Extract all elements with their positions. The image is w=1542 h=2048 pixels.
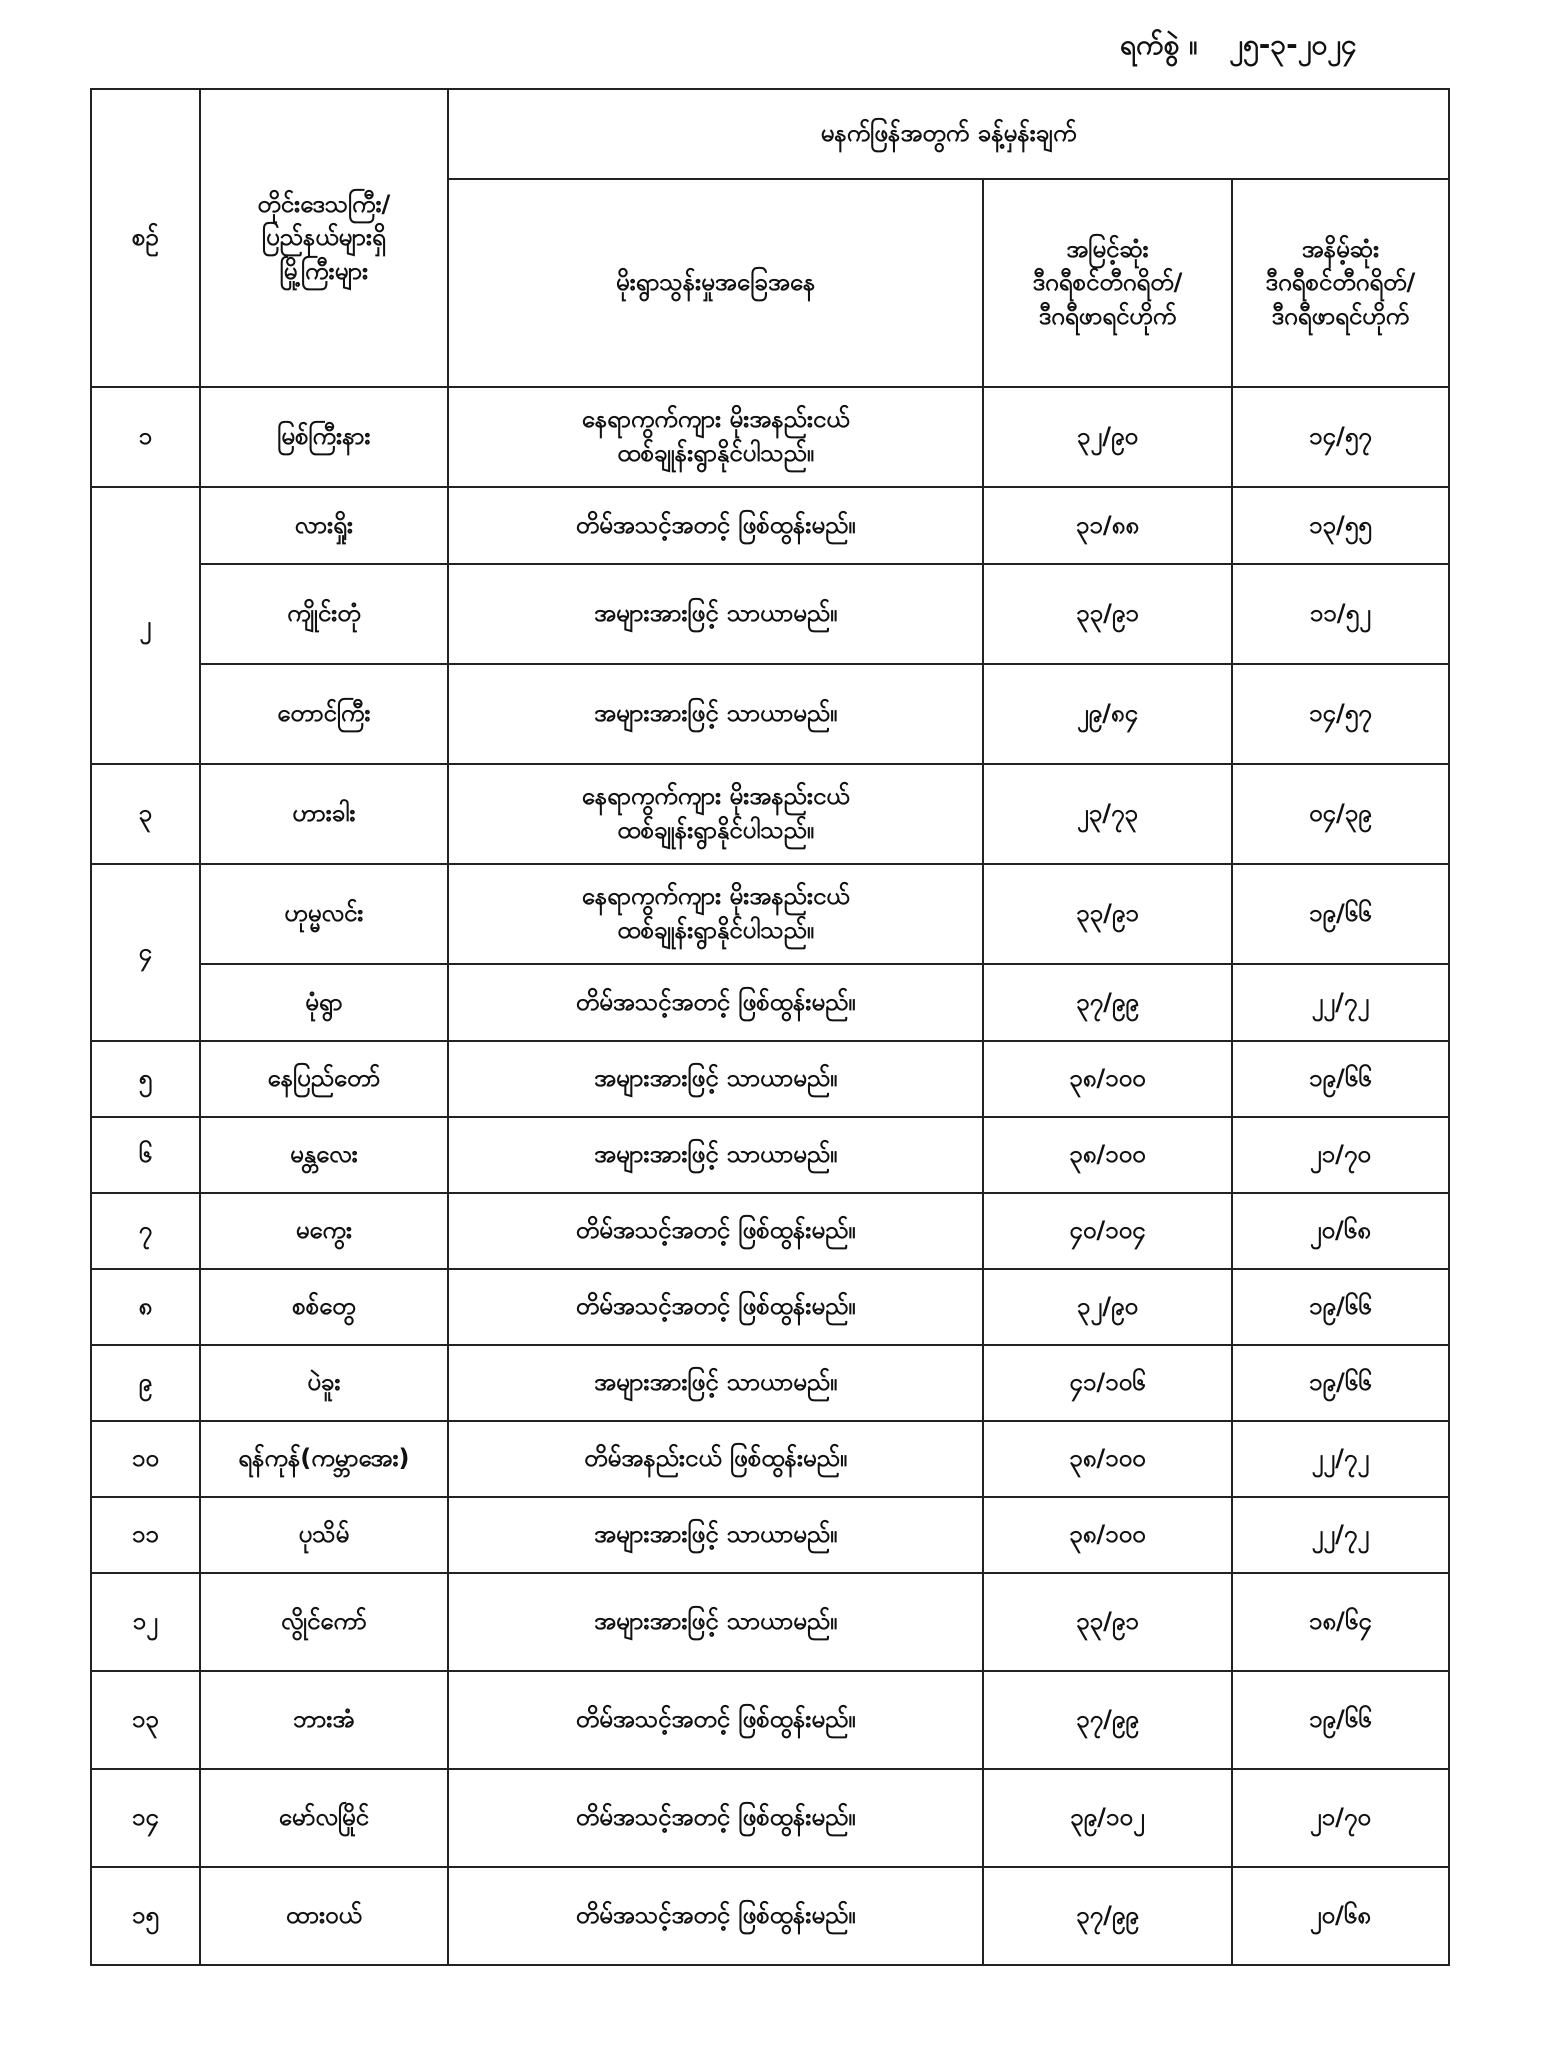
max-temp: ၃၉/၁၀၂ <box>983 1769 1231 1867</box>
rainfall-condition: တိမ်အသင့်အတင့် ဖြစ်ထွန်းမည်။ <box>448 1867 983 1965</box>
city-name: လွိုင်ကော် <box>200 1573 448 1671</box>
condition-line-1: နေရာကွက်ကျား မိုးအနည်းငယ် <box>581 782 850 811</box>
rainfall-condition <box>448 764 983 864</box>
serial-number: ၁၅ <box>91 1867 200 1965</box>
serial-number: ၁၀ <box>91 1421 200 1497</box>
city-name: မကွေး <box>200 1193 448 1269</box>
max-temp: ၃၇/၉၉ <box>983 1867 1231 1965</box>
rainfall-condition: အများအားဖြင့် သာယာမည်။ <box>448 664 983 764</box>
max-temp: ၃၃/၉၁ <box>983 864 1231 964</box>
max-temp: ၃၇/၉၉ <box>983 1671 1231 1769</box>
rainfall-condition: အများအားဖြင့် သာယာမည်။ <box>448 1497 983 1573</box>
table-row <box>91 1867 1449 1965</box>
serial-number: ၁၄ <box>91 1769 200 1867</box>
city-name: မြစ်ကြီးနား <box>200 387 448 487</box>
table-row <box>91 764 1449 864</box>
condition-line-2: ထစ်ချုန်းရွာနိုင်ပါသည်။ <box>617 916 815 944</box>
header-max-line-1: အမြင့်ဆုံး <box>1066 234 1149 263</box>
rainfall-condition: အများအားဖြင့် သာယာမည်။ <box>448 1345 983 1421</box>
header-min-line-3: ဒီဂရီဖာရင်ဟိုက် <box>1271 301 1410 330</box>
table-row <box>91 564 1449 664</box>
date-value: ၂၅-၃-၂၀၂၄ <box>1229 28 1357 61</box>
max-temp: ၃၇/၉၉ <box>983 964 1231 1041</box>
header-min-temp <box>1232 179 1449 387</box>
condition-line-2: ထစ်ချုန်းရွာနိုင်ပါသည်။ <box>617 816 815 844</box>
city-name: ဟားခါး <box>200 764 448 864</box>
min-temp: ၁၄/၅၇ <box>1232 664 1449 764</box>
min-temp: ၁၄/၅၇ <box>1232 387 1449 487</box>
city-name: ပဲခူး <box>200 1345 448 1421</box>
max-temp: ၄၁/၁၀၆ <box>983 1345 1231 1421</box>
city-name: ဘားအံ <box>200 1671 448 1769</box>
city-name: မော်လမြိုင် <box>200 1769 448 1867</box>
table-row <box>91 1117 1449 1193</box>
max-temp: ၃၈/၁၀၀ <box>983 1421 1231 1497</box>
header-city <box>200 89 448 387</box>
header-serial-number: စဉ် <box>91 89 200 387</box>
rainfall-condition <box>448 387 983 487</box>
city-name: တောင်ကြီး <box>200 664 448 764</box>
city-name: စစ်တွေ <box>200 1269 448 1345</box>
max-temp: ၃၃/၉၁ <box>983 564 1231 664</box>
city-name: ပုသိမ် <box>200 1497 448 1573</box>
min-temp: ၁၉/၆၆ <box>1232 1269 1449 1345</box>
max-temp: ၂၃/၇၃ <box>983 764 1231 864</box>
min-temp: ၁၉/၆၆ <box>1232 1671 1449 1769</box>
document-date <box>1120 26 1450 66</box>
header-city-line-1: တိုင်းဒေသကြီး/ <box>257 189 391 218</box>
min-temp: ၁၉/၆၆ <box>1232 864 1449 964</box>
serial-number: ၁၃ <box>91 1671 200 1769</box>
city-name: ရန်ကုန်(ကမ္ဘာအေး) <box>200 1421 448 1497</box>
condition-line-2: ထစ်ချုန်းရွာနိုင်ပါသည်။ <box>617 439 815 467</box>
serial-number: ၇ <box>91 1193 200 1269</box>
max-temp: ၃၂/၉၀ <box>983 387 1231 487</box>
serial-number: ၂ <box>91 487 200 764</box>
serial-number: ၄ <box>91 864 200 1041</box>
min-temp: ၂၀/၆၈ <box>1232 1193 1449 1269</box>
rainfall-condition: တိမ်အသင့်အတင့် ဖြစ်ထွန်းမည်။ <box>448 1769 983 1867</box>
serial-number: ၉ <box>91 1345 200 1421</box>
serial-number: ၈ <box>91 1269 200 1345</box>
min-temp: ၁၁/၅၂ <box>1232 564 1449 664</box>
city-name: နေပြည်တော် <box>200 1041 448 1117</box>
serial-number: ၁၂ <box>91 1573 200 1671</box>
min-temp: ၂၂/၇၂ <box>1232 1497 1449 1573</box>
min-temp: ၁၉/၆၆ <box>1232 1345 1449 1421</box>
table-row <box>91 864 1449 964</box>
max-temp: ၂၉/၈၄ <box>983 664 1231 764</box>
serial-number: ၅ <box>91 1041 200 1117</box>
min-temp: ၂၁/၇၀ <box>1232 1769 1449 1867</box>
table-row <box>91 664 1449 764</box>
rainfall-condition: တိမ်အသင့်အတင့် ဖြစ်ထွန်းမည်။ <box>448 964 983 1041</box>
min-temp: ၁၈/၆၄ <box>1232 1573 1449 1671</box>
rainfall-condition: အများအားဖြင့် သာယာမည်။ <box>448 1041 983 1117</box>
rainfall-condition: တိမ်အသင့်အတင့် ဖြစ်ထွန်းမည်။ <box>448 1671 983 1769</box>
table-row <box>91 1041 1449 1117</box>
header-city-line-2: ပြည်နယ်များရှိ <box>261 223 386 252</box>
table-row <box>91 964 1449 1041</box>
min-temp: ၂၂/၇၂ <box>1232 964 1449 1041</box>
table-row <box>91 1269 1449 1345</box>
min-temp: ၂၂/၇၂ <box>1232 1421 1449 1497</box>
header-forecast-group: မနက်ဖြန်အတွက် ခန့်မှန်းချက် <box>448 89 1449 179</box>
max-temp: ၃၈/၁၀၀ <box>983 1497 1231 1573</box>
max-temp: ၃၂/၉၀ <box>983 1269 1231 1345</box>
header-rainfall-condition: မိုးရွာသွန်းမှုအခြေအနေ <box>448 179 983 387</box>
condition-line-1: နေရာကွက်ကျား မိုးအနည်းငယ် <box>581 405 850 434</box>
rainfall-condition: တိမ်အသင့်အတင့် ဖြစ်ထွန်းမည်။ <box>448 1193 983 1269</box>
serial-number: ၃ <box>91 764 200 864</box>
table-row <box>91 1573 1449 1671</box>
min-temp: ၁၃/၅၅ <box>1232 487 1449 564</box>
max-temp: ၄၀/၁၀၄ <box>983 1193 1231 1269</box>
serial-number: ၁ <box>91 387 200 487</box>
serial-number: ၁၁ <box>91 1497 200 1573</box>
header-city-line-3: မြို့ကြီးများ <box>279 256 369 285</box>
weather-forecast-table <box>90 88 1450 1966</box>
rainfall-condition: အများအားဖြင့် သာယာမည်။ <box>448 564 983 664</box>
max-temp: ၃၁/၈၈ <box>983 487 1231 564</box>
date-label: ရက်စွဲ ။ <box>1120 28 1198 61</box>
table-row <box>91 1671 1449 1769</box>
max-temp: ၃၃/၉၁ <box>983 1573 1231 1671</box>
table-row <box>91 487 1449 564</box>
city-name: ကျိုင်းတုံ <box>200 564 448 664</box>
condition-line-1: နေရာကွက်ကျား မိုးအနည်းငယ် <box>581 882 850 911</box>
table-row <box>91 1769 1449 1867</box>
header-max-line-2: ဒီဂရီစင်တီဂရိတ်/ <box>1032 268 1183 297</box>
city-name: လားရှိုး <box>200 487 448 564</box>
table-row <box>91 1345 1449 1421</box>
city-name: ဟုမ္မလင်း <box>200 864 448 964</box>
city-name: မုံရွာ <box>200 964 448 1041</box>
min-temp: ၁၉/၆၆ <box>1232 1041 1449 1117</box>
rainfall-condition: အများအားဖြင့် သာယာမည်။ <box>448 1117 983 1193</box>
table-row <box>91 1421 1449 1497</box>
min-temp: ၂၀/၆၈ <box>1232 1867 1449 1965</box>
header-min-line-2: ဒီဂရီစင်တီဂရိတ်/ <box>1265 268 1416 297</box>
header-max-line-3: ဒီဂရီဖာရင်ဟိုက် <box>1038 301 1177 330</box>
city-name: မန္တလေး <box>200 1117 448 1193</box>
header-min-line-1: အနိမ့်ဆုံး <box>1301 234 1380 263</box>
header-max-temp <box>983 179 1231 387</box>
rainfall-condition: တိမ်အနည်းငယ် ဖြစ်ထွန်းမည်။ <box>448 1421 983 1497</box>
header-row <box>91 89 1449 179</box>
city-name: ထားဝယ် <box>200 1867 448 1965</box>
max-temp: ၃၈/၁၀၀ <box>983 1117 1231 1193</box>
rainfall-condition: တိမ်အသင့်အတင့် ဖြစ်ထွန်းမည်။ <box>448 1269 983 1345</box>
min-temp: ၂၁/၇၀ <box>1232 1117 1449 1193</box>
rainfall-condition <box>448 864 983 964</box>
rainfall-condition: အများအားဖြင့် သာယာမည်။ <box>448 1573 983 1671</box>
max-temp: ၃၈/၁၀၀ <box>983 1041 1231 1117</box>
serial-number: ၆ <box>91 1117 200 1193</box>
min-temp: ၀၄/၃၉ <box>1232 764 1449 864</box>
rainfall-condition: တိမ်အသင့်အတင့် ဖြစ်ထွန်းမည်။ <box>448 487 983 564</box>
table-row <box>91 1497 1449 1573</box>
table-row <box>91 1193 1449 1269</box>
table-row <box>91 387 1449 487</box>
